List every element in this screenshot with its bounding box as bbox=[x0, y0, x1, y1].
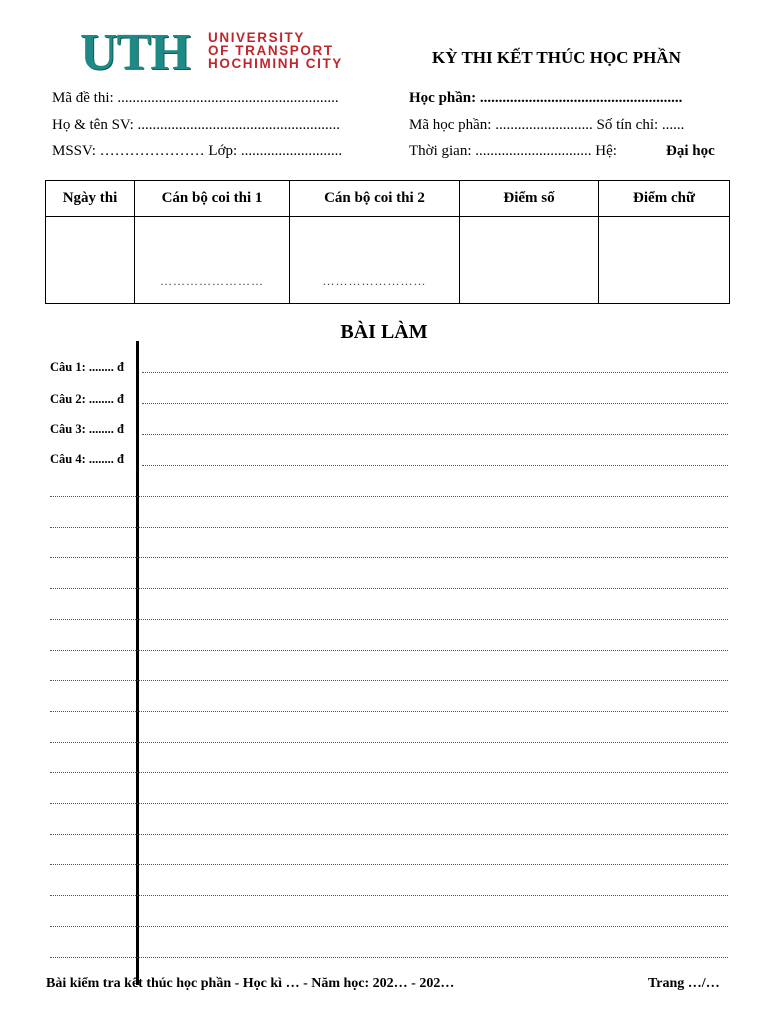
question-3-score: Câu 3: ........ đ bbox=[50, 422, 124, 436]
answer-line[interactable] bbox=[50, 772, 728, 773]
proctor2-signature-cell[interactable] bbox=[290, 217, 460, 304]
proctor1-signature-line: …………………… bbox=[160, 274, 264, 288]
program-label: Hệ: bbox=[595, 143, 617, 159]
answer-line[interactable] bbox=[142, 434, 728, 435]
answer-line[interactable] bbox=[50, 588, 728, 589]
university-name bbox=[208, 31, 343, 70]
university-logo: UTH bbox=[80, 24, 190, 81]
student-name-field: Họ & tên SV: ...................................................... bbox=[52, 117, 341, 133]
duration-field bbox=[409, 143, 617, 160]
student-id-label: MSSV: ………………… bbox=[52, 143, 205, 159]
answer-line[interactable] bbox=[50, 496, 728, 497]
score-text-cell[interactable] bbox=[599, 217, 730, 304]
grade-table-row bbox=[46, 217, 730, 304]
question-4-score: Câu 4: ........ đ bbox=[50, 452, 124, 466]
answer-line[interactable] bbox=[50, 650, 728, 651]
proctor2-signature-line: …………………… bbox=[322, 274, 427, 288]
answer-line[interactable] bbox=[50, 742, 728, 743]
page-number: Trang …/… bbox=[648, 976, 720, 991]
answer-line[interactable] bbox=[142, 465, 728, 466]
margin-line bbox=[136, 341, 139, 985]
answer-line[interactable] bbox=[50, 834, 728, 835]
exam-date-header: Ngày thi bbox=[46, 181, 135, 217]
answer-line[interactable] bbox=[142, 372, 728, 373]
university-name-line1: UNIVERSITY bbox=[208, 30, 306, 45]
course-dots: ...................................................... bbox=[479, 90, 683, 106]
answer-line[interactable] bbox=[50, 864, 728, 865]
answer-line[interactable] bbox=[50, 926, 728, 927]
course-code: Mã học phần: .......................... bbox=[409, 117, 593, 133]
score-number-header: Điểm số bbox=[460, 181, 599, 217]
answer-line[interactable] bbox=[50, 527, 728, 528]
answer-line[interactable] bbox=[50, 803, 728, 804]
answer-line[interactable] bbox=[50, 895, 728, 896]
grade-table bbox=[45, 180, 730, 304]
exam-code-field: Mã đề thi: ........................................................... bbox=[52, 90, 339, 106]
answer-line[interactable] bbox=[50, 619, 728, 620]
score-number-cell[interactable] bbox=[460, 217, 599, 304]
class-field: Lớp: ........................... bbox=[208, 143, 343, 159]
answer-line[interactable] bbox=[50, 557, 728, 558]
student-id-field bbox=[52, 143, 342, 160]
answer-section-title: BÀI LÀM bbox=[340, 321, 428, 343]
duration: Thời gian: ............................... bbox=[409, 143, 592, 159]
grade-table-header bbox=[46, 181, 730, 217]
question-2-score: Câu 2: ........ đ bbox=[50, 392, 124, 406]
answer-line[interactable] bbox=[50, 711, 728, 712]
credits-field: Số tín chỉ: ...... bbox=[596, 117, 685, 133]
answer-line[interactable] bbox=[50, 957, 728, 958]
course-field bbox=[409, 90, 682, 107]
university-name-line3: HOCHIMINH CITY bbox=[208, 56, 343, 71]
proctor2-header: Cán bộ coi thi 2 bbox=[290, 181, 460, 217]
university-name-line2: OF TRANSPORT bbox=[208, 43, 334, 58]
answer-line[interactable] bbox=[142, 403, 728, 404]
exam-title: KỲ THI KẾT THÚC HỌC PHẦN bbox=[432, 48, 681, 67]
footer-exam-info: Bài kiểm tra kết thúc học phần - Học kì … - Năm học: 202… - 202… bbox=[46, 976, 455, 991]
answer-line[interactable] bbox=[50, 680, 728, 681]
exam-date-cell[interactable] bbox=[46, 217, 135, 304]
question-1-score: Câu 1: ........ đ bbox=[50, 360, 124, 374]
proctor1-header: Cán bộ coi thi 1 bbox=[135, 181, 290, 217]
course-code-field bbox=[409, 117, 684, 134]
course-label: Học phần: bbox=[409, 90, 477, 106]
proctor1-signature-cell[interactable] bbox=[135, 217, 290, 304]
score-text-header: Điểm chữ bbox=[599, 181, 730, 217]
program-value: Đại học bbox=[666, 143, 715, 159]
